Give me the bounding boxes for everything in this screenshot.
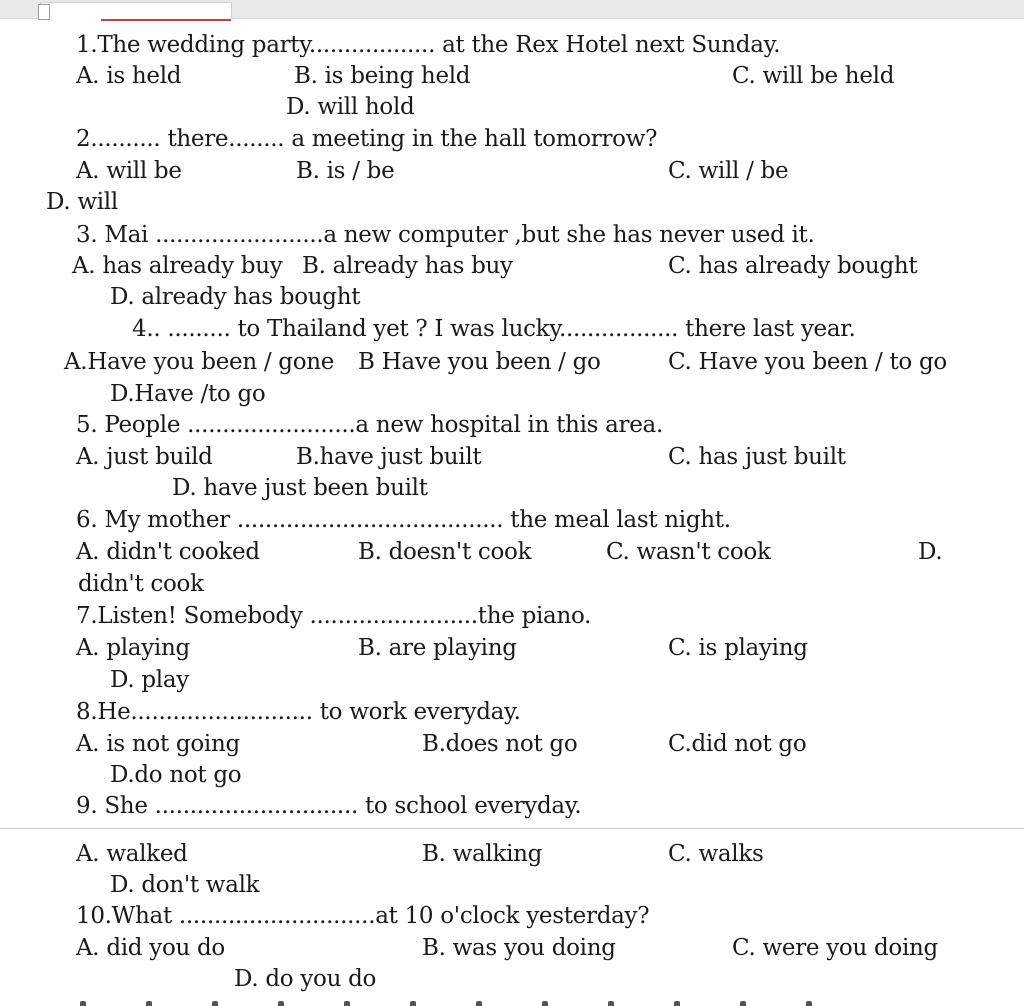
window-top-bar [0,0,1024,19]
question-8-option-d: D.do not go [110,762,242,788]
question-8-option-a: A. is not going [76,731,240,757]
question-4-option-a: A.Have you been / gone [64,349,335,375]
question-4-option-c: C. Have you been / to go [668,349,947,375]
question-4-option-b: B Have you been / go [358,349,601,375]
page-corner-icon [38,4,50,20]
question-9-option-c: C. walks [668,841,764,867]
cut-off-next-line [80,996,940,1006]
question-6-stem: 6. My mother ...................................... the meal last night. [76,507,731,533]
question-6-option-a: A. didn't cooked [76,539,260,565]
question-2-option-c: C. will / be [668,158,789,184]
question-9-option-a: A. walked [76,841,188,867]
question-5-option-d: D. have just been built [172,475,428,501]
question-5-option-b: B.have just built [296,444,482,470]
question-5-option-a: A. just build [76,444,213,470]
question-10-stem: 10.What ............................at 10 o'clock yesterday? [76,903,650,929]
question-9-option-d: D. don't walk [110,872,260,898]
question-1-option-a: A. is held [76,63,182,89]
question-7-option-b: B. are playing [358,635,517,661]
question-10-option-c: C. were you doing [732,935,938,961]
question-3-option-b: B. already has buy [302,253,513,279]
question-7-option-d: D. play [110,667,189,693]
question-4-option-d: D.Have /to go [110,381,266,407]
question-1-option-d: D. will hold [286,94,415,120]
question-7-option-a: A. playing [76,635,190,661]
question-3-option-a: A. has already buy [72,253,283,279]
question-8-stem: 8.He.......................... to work everyday. [76,699,521,725]
question-10-option-d: D. do you do [234,966,377,992]
question-5-option-c: C. has just built [668,444,846,470]
question-6-option-b: B. doesn't cook [358,539,532,565]
question-6-option-d-label: D. [918,539,943,565]
question-2-option-d: D. will [46,189,118,215]
document-tab[interactable] [40,2,232,19]
question-3-stem: 3. Mai ........................a new computer ,but she has never used it. [76,222,815,248]
question-2-option-a: A. will be [76,158,182,184]
question-8-option-b: B.does not go [422,731,578,757]
question-3-option-c: C. has already bought [668,253,918,279]
question-9-option-b: B. walking [422,841,543,867]
question-7-stem: 7.Listen! Somebody ........................the piano. [76,603,592,629]
question-2-stem: 2.......... there........ a meeting in the hall tomorrow? [76,126,658,152]
question-1-option-c: C. will be held [732,63,895,89]
tab-underline [101,19,231,21]
question-8-option-c: C.did not go [668,731,807,757]
question-10-option-b: B. was you doing [422,935,616,961]
page-break-line [0,828,1024,829]
question-7-option-c: C. is playing [668,635,808,661]
question-6-option-d: didn't cook [78,571,204,597]
question-1-stem: 1.The wedding party.................. at the Rex Hotel next Sunday. [76,32,781,58]
question-6-option-c: C. wasn't cook [606,539,771,565]
question-4-stem: 4.. ......... to Thailand yet ? I was lucky................. there last year. [132,316,856,342]
question-3-option-d: D. already has bought [110,284,361,310]
question-9-stem: 9. She ............................. to school everyday. [76,793,582,819]
question-2-option-b: B. is / be [296,158,395,184]
question-1-option-b: B. is being held [294,63,471,89]
question-10-option-a: A. did you do [76,935,225,961]
question-5-stem: 5. People ........................a new hospital in this area. [76,412,663,438]
